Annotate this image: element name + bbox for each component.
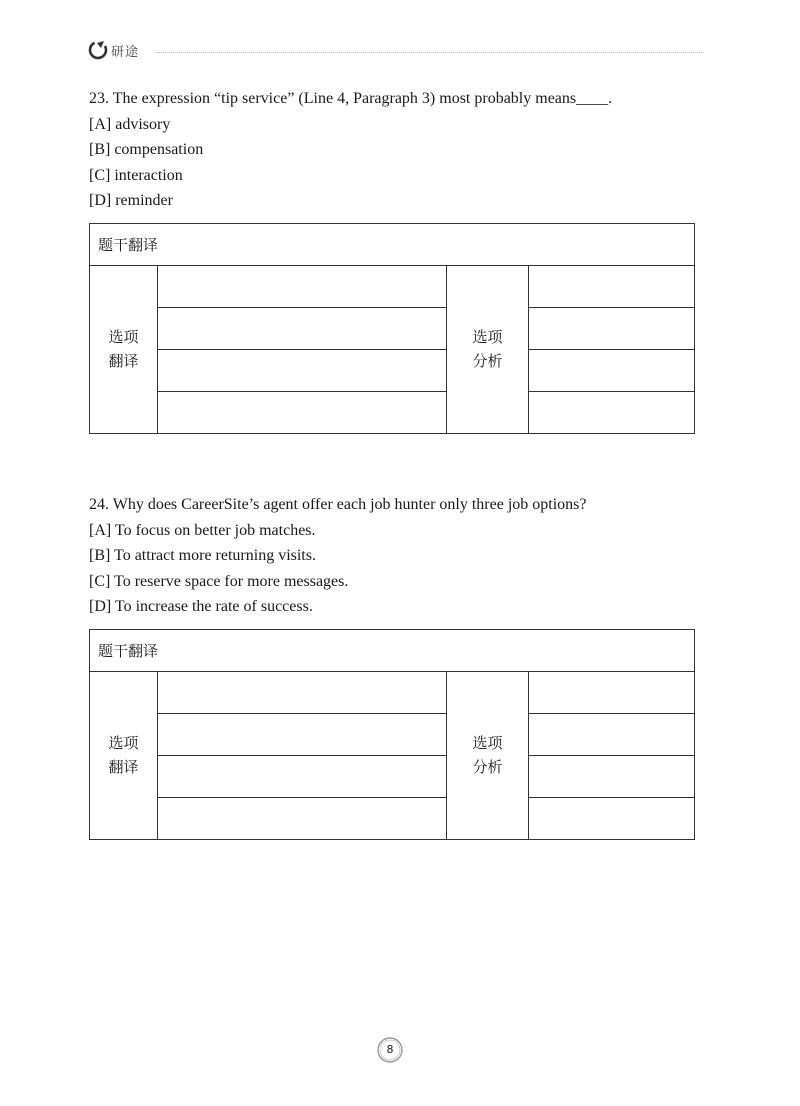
option-a: [A] advisory <box>89 115 171 133</box>
page-header <box>88 40 704 64</box>
analysis-blank <box>529 798 694 839</box>
stem-translation-label: 题干翻译 <box>90 224 694 266</box>
analysis-blank <box>529 350 694 392</box>
analysis-blank <box>529 756 694 798</box>
translation-blank <box>158 756 446 798</box>
page-number-text: 8 <box>386 1043 394 1056</box>
translation-blank <box>158 714 446 756</box>
question-23 <box>89 86 695 434</box>
question-stem: 24. Why does CareerSite’s agent offer each job hunter only three job options? <box>89 496 587 513</box>
option-d: [D] reminder <box>89 192 173 209</box>
option-b: [B] compensation <box>89 141 204 158</box>
translation-blank <box>158 672 446 714</box>
question-stem: 23. The expression “tip service” (Line 4, Paragraph 3) most probably means____. <box>89 90 613 107</box>
page-number <box>376 1036 404 1064</box>
option-d: [D] To increase the rate of success. <box>89 598 313 615</box>
option-analysis-label: 选项 分析 <box>446 672 529 839</box>
translation-blank <box>158 308 446 350</box>
translation-blank <box>158 350 446 392</box>
option-b: [B] To attract more returning visits. <box>89 547 316 564</box>
option-a: [A] To focus on better job matches. <box>89 521 316 539</box>
question-24 <box>89 492 695 840</box>
stem-translation-label: 题干翻译 <box>90 630 694 672</box>
header-divider <box>156 52 704 53</box>
analysis-blank <box>529 714 694 756</box>
analysis-blank <box>529 266 694 308</box>
translation-blank <box>158 392 446 433</box>
option-translation-label: 选项 翻译 <box>90 266 158 433</box>
translation-table <box>89 223 695 434</box>
analysis-blank <box>529 308 694 350</box>
translation-table <box>89 629 695 840</box>
option-c: [C] interaction <box>89 166 183 184</box>
translation-blank <box>158 266 446 308</box>
analysis-blank <box>529 672 694 714</box>
option-translation-label: 选项 翻译 <box>90 672 158 839</box>
arrow-swoosh-icon <box>88 40 108 60</box>
option-analysis-label: 选项 分析 <box>446 266 529 433</box>
option-c: [C] To reserve space for more messages. <box>89 572 349 590</box>
logo <box>88 40 139 60</box>
analysis-blank <box>529 392 694 433</box>
translation-blank <box>158 798 446 839</box>
logo-text: 研途 <box>111 44 140 60</box>
